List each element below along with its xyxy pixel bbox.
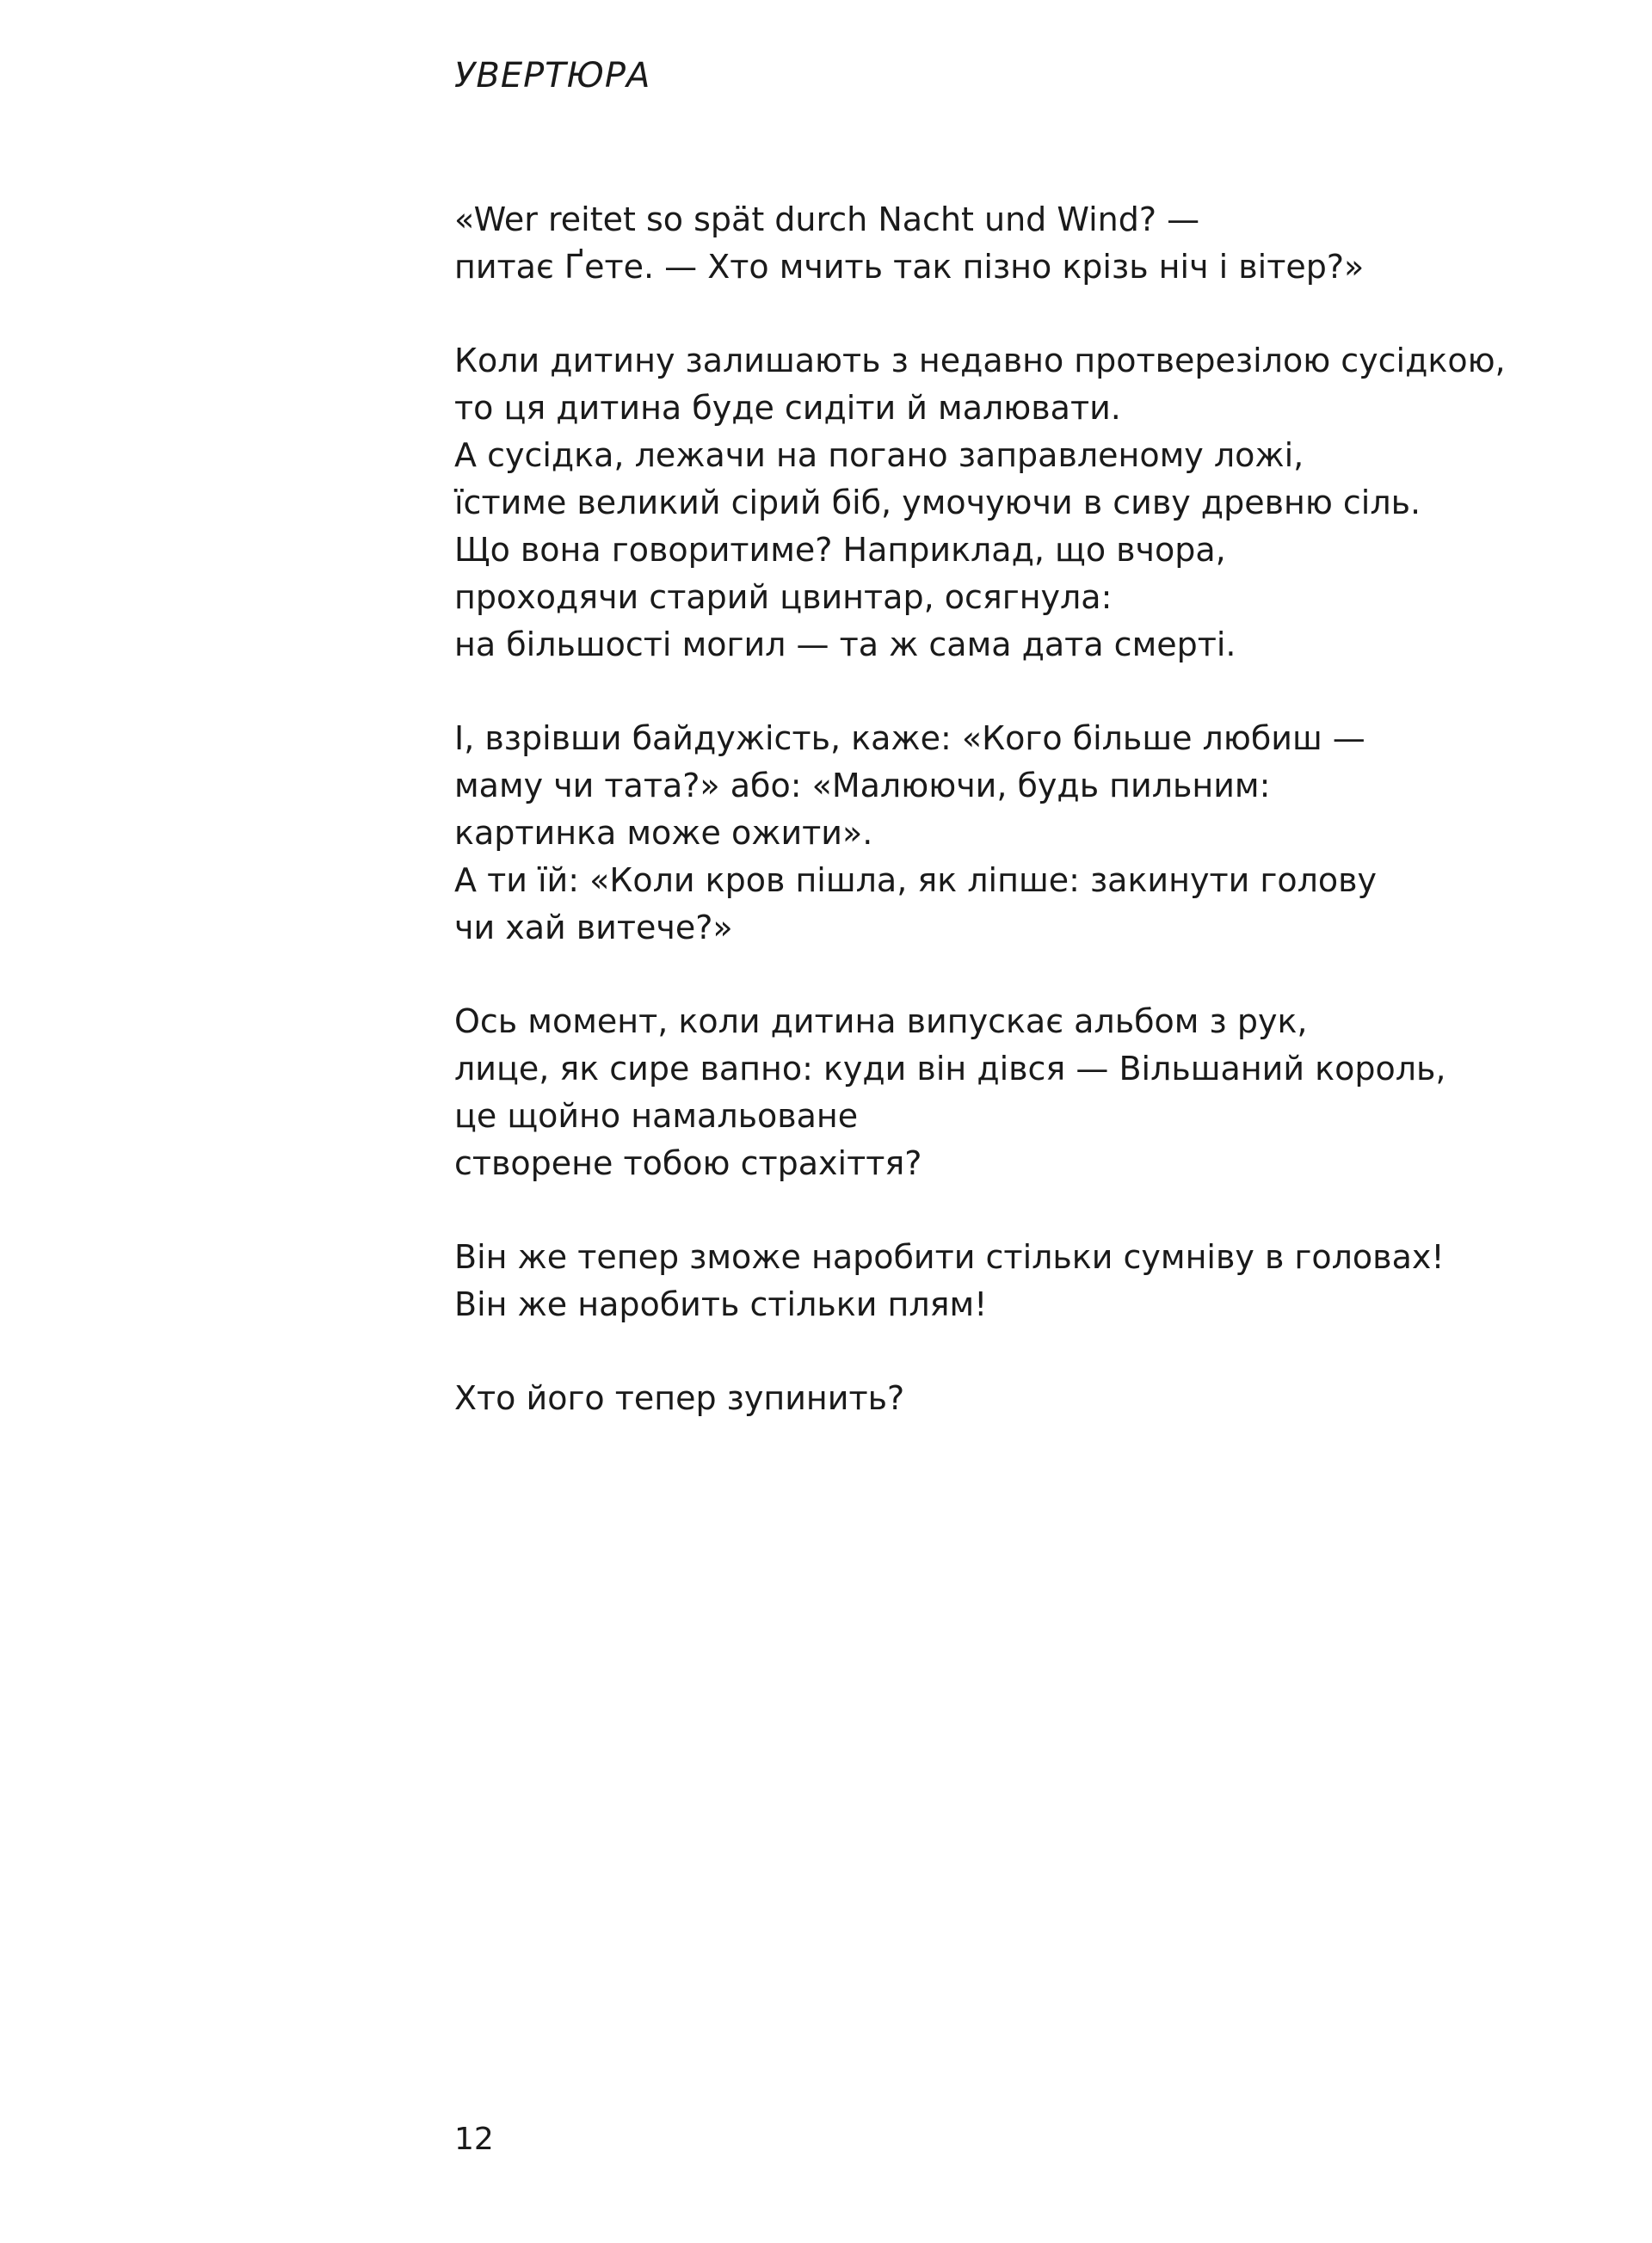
poem-line: Хто його тепер зупинить? (454, 1379, 905, 1417)
poem-line: «Wer reitet so spät durch Nacht und Wind? — (454, 200, 1200, 238)
poem-line: маму чи тата?» або: «Малюючи, будь пильним: (454, 767, 1271, 804)
poem-line: лице, як сире вапно: куди він дівся — Вільшаний король, (454, 1050, 1446, 1088)
stanza-4 (454, 998, 1590, 1187)
poem-line: Що вона говоритиме? Наприклад, що вчора, (454, 531, 1226, 569)
poem-line: на більшості могил — та ж сама дата смерті. (454, 625, 1236, 663)
poem-body (454, 196, 1590, 1469)
poem-line: чи хай витече?» (454, 909, 733, 946)
poem-line: Він же наробить стільки плям! (454, 1285, 988, 1323)
poem-line: картинка може ожити». (454, 814, 873, 852)
stanza-2 (454, 337, 1590, 669)
stanza-1 (454, 196, 1590, 291)
poem-line: Ось момент, коли дитина випускає альбом з рук, (454, 1002, 1308, 1040)
stanza-5 (454, 1234, 1590, 1328)
poem-line: Коли дитину залишають з недавно протверезілою сусідкою, (454, 342, 1506, 379)
poem-line: А сусідка, лежачи на погано заправленому ложі, (454, 436, 1304, 474)
stanza-3 (454, 715, 1590, 952)
stanza-6 (454, 1375, 1590, 1422)
poem-line: це щойно намальоване (454, 1097, 859, 1135)
poem-line: А ти їй: «Коли кров пішла, як ліпше: закинути голову (454, 861, 1377, 899)
running-title: УВЕРТЮРА (454, 56, 651, 96)
poem-line: Він же тепер зможе наробити стільки сумніву в головах! (454, 1238, 1445, 1276)
poem-line: їстиме великий сірий біб, умочуючи в сиву древню сіль. (454, 484, 1421, 521)
poem-line: створене тобою страхіття? (454, 1144, 922, 1182)
page-number: 12 (454, 2122, 494, 2157)
poem-line: питає Ґете. — Хто мчить так пізно крізь ніч і вітер?» (454, 248, 1365, 286)
poem-line: то ця дитина буде сидіти й малювати. (454, 389, 1121, 427)
poem-line: І, взрівши байдужість, каже: «Кого більше любиш — (454, 719, 1365, 757)
poem-line: проходячи старий цвинтар, осягнула: (454, 578, 1113, 616)
